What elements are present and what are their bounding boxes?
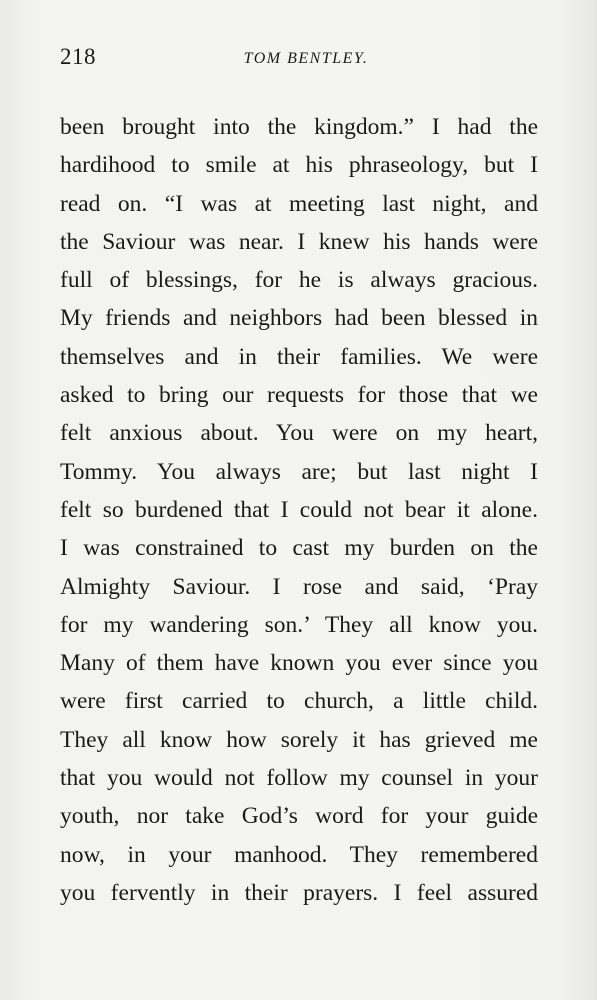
- running-title: TOM BENTLEY.: [243, 50, 369, 67]
- text-line: I was constrained to cast my burden on the: [60, 535, 538, 562]
- text-line: the Saviour was near. I knew his hands were: [60, 228, 538, 255]
- text-line: been brought into the kingdom.” I had the: [60, 114, 538, 140]
- text-line: felt so burdened that I could not bear it alone.: [60, 496, 538, 523]
- text-line: themselves and in their families. We were: [60, 343, 538, 370]
- text-line: felt anxious about. You were on my heart,: [60, 420, 538, 447]
- text-line: were first carried to church, a little child.: [60, 688, 538, 715]
- text-line: Almighty Saviour. I rose and said, ‘Pray: [60, 573, 538, 600]
- text-line: They all know how sorely it has grieved me: [60, 726, 538, 753]
- text-line: hardihood to smile at his phraseology, but I: [60, 152, 538, 179]
- page-number: 218: [60, 44, 96, 69]
- body-text: [60, 108, 538, 912]
- text-line: Tommy. You always are; but last night I: [60, 458, 538, 485]
- text-line: read on. “I was at meeting last night, and: [60, 190, 538, 217]
- text-line: full of blessings, for he is always gracious.: [60, 267, 538, 294]
- text-line: for my wandering son.’ They all know you.: [60, 611, 538, 638]
- text-line: youth, nor take God’s word for your guide: [60, 803, 538, 830]
- text-line: My friends and neighbors had been blessed in: [60, 305, 538, 332]
- text-line: now, in your manhood. They remembered: [60, 841, 538, 868]
- text-line: Many of them have known you ever since you: [60, 650, 538, 677]
- page-header: [60, 44, 538, 78]
- text-line: you fervently in their prayers. I feel assured: [60, 879, 538, 906]
- text-line: asked to bring our requests for those that we: [60, 382, 538, 409]
- text-line: that you would not follow my counsel in your: [60, 765, 538, 792]
